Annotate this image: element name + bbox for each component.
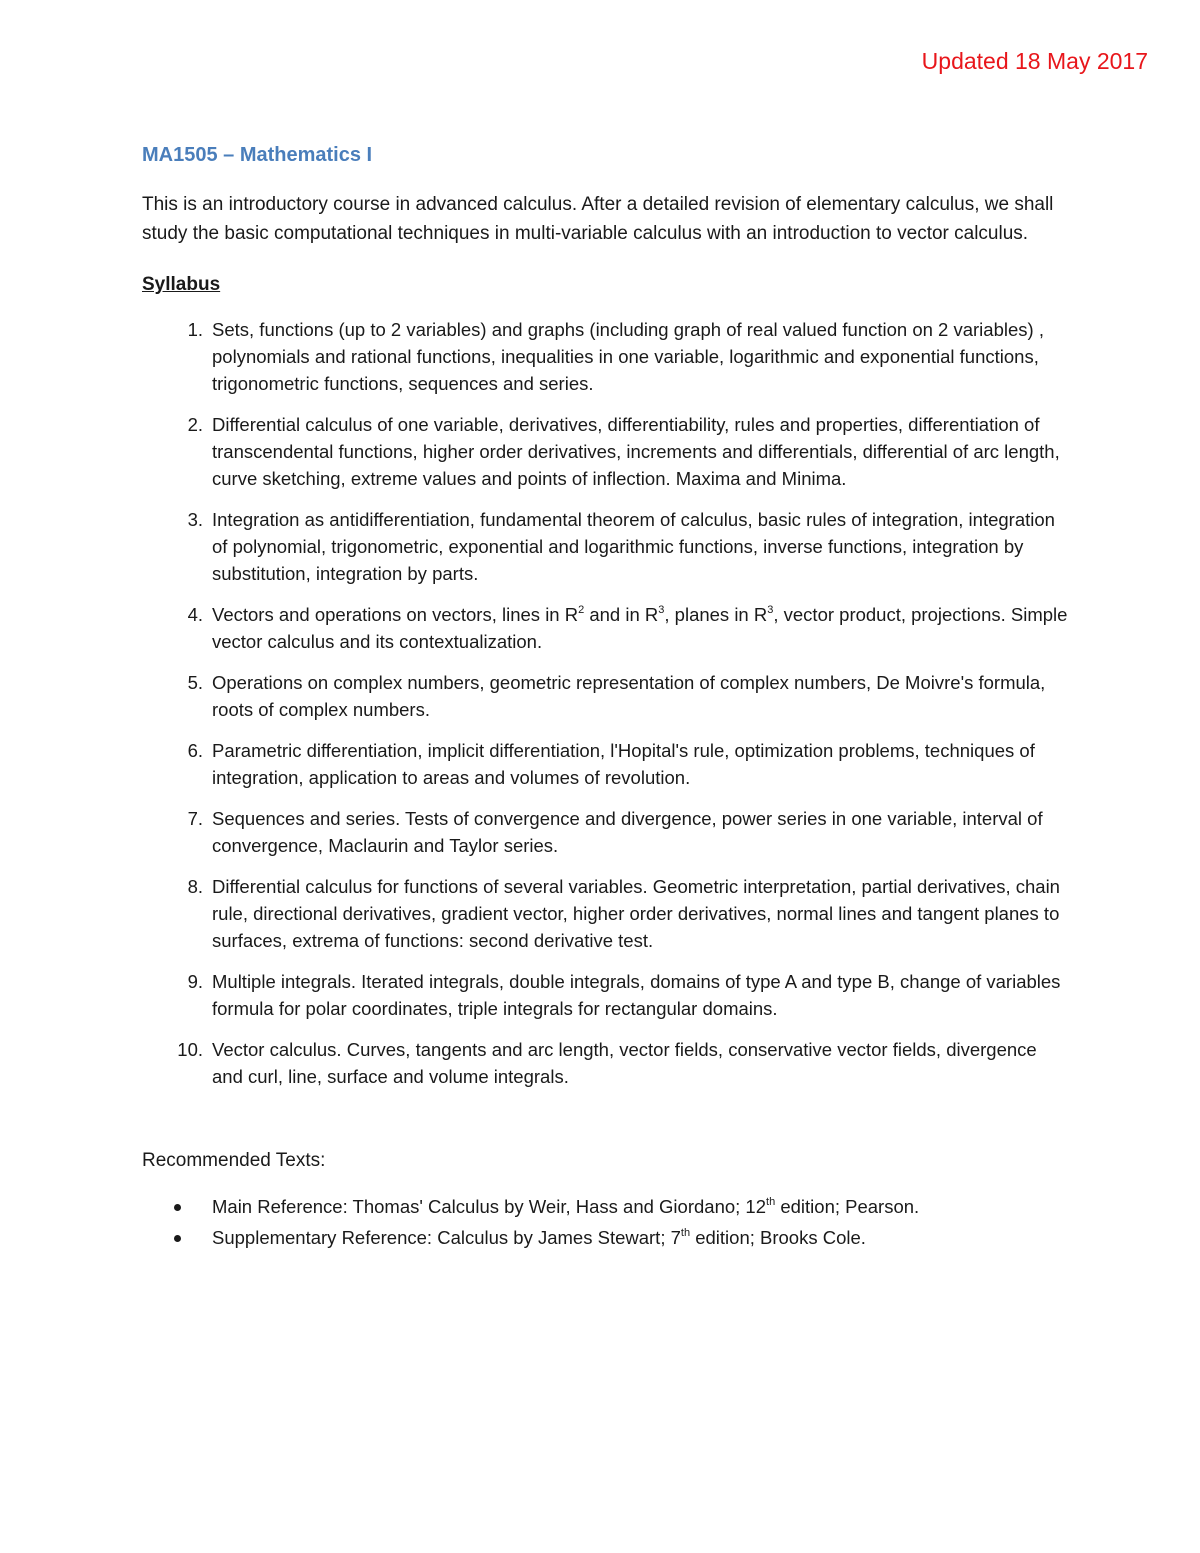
item-number: 10. (177, 1039, 203, 1060)
item-number: 8. (187, 876, 203, 897)
syllabus-item (142, 601, 1072, 655)
superscript: th (766, 1196, 776, 1208)
item-text: Sets, functions (up to 2 variables) and graphs (including graph of real valued function on 2 variables) , polynomials and rational functions, inequalities in one variable, logarithmic and exponential functions, trigonometric functions, sequences and series. (212, 319, 1044, 394)
item-text (212, 604, 1067, 652)
syllabus-heading: Syllabus (142, 274, 221, 295)
syllabus-item (142, 669, 1072, 723)
item-text-part: Vectors and operations on vectors, lines in R (212, 604, 579, 625)
item-number: 2. (187, 414, 203, 435)
syllabus-item (142, 506, 1072, 587)
syllabus-item (142, 1036, 1072, 1090)
reference-list (142, 1193, 1072, 1252)
superscript: th (680, 1227, 691, 1239)
reference-text: edition; Pearson. (775, 1196, 920, 1217)
reference-text: Supplementary Reference: Calculus by James Stewart; 7 (212, 1227, 681, 1248)
course-title: MA1505 – Mathematics I (142, 144, 373, 166)
syllabus-item (142, 411, 1072, 492)
item-number: 6. (187, 740, 203, 761)
item-number: 4. (187, 604, 203, 625)
item-text: Differential calculus of one variable, derivatives, differentiability, rules and properties, differentiation of transcendental functions, higher order derivatives, increments and differentials, differential of arc length, curve sketching, extreme values and points of inflection. Maxima and Minima. (212, 414, 1060, 489)
reference-text: Main Reference: Thomas' Calculus by Weir, Hass and Giordano; 12 (212, 1196, 767, 1217)
bullet-icon (174, 1204, 181, 1211)
item-text: Integration as antidifferentiation, fundamental theorem of calculus, basic rules of integration, integration of polynomial, trigonometric, exponential and logarithmic functions, inverse functions, integration by substitution, integration by parts. (212, 509, 1055, 584)
item-text: Differential calculus for functions of several variables. Geometric interpretation, partial derivatives, chain rule, directional derivatives, gradient vector, higher order derivatives, normal lines and tangent planes to surfaces, extrema of functions: second derivative test. (212, 876, 1060, 951)
document-body (142, 140, 1072, 1255)
syllabus-item (142, 968, 1072, 1022)
item-number: 9. (187, 971, 203, 992)
superscript: 3 (767, 604, 774, 616)
item-text: Vector calculus. Curves, tangents and arc length, vector fields, conservative vector fields, divergence and curl, line, surface and volume integrals. (212, 1039, 1037, 1087)
updated-date: Updated 18 May 2017 (921, 48, 1148, 74)
reference-text: edition; Brooks Cole. (690, 1227, 866, 1248)
bullet-icon (174, 1235, 181, 1242)
superscript: 3 (658, 604, 665, 616)
syllabus-item (142, 805, 1072, 859)
reference-item (142, 1193, 1072, 1221)
item-text: Operations on complex numbers, geometric representation of complex numbers, De Moivre's formula, roots of complex numbers. (212, 672, 1046, 720)
syllabus-list (142, 316, 1072, 1090)
item-number: 3. (187, 509, 203, 530)
item-text: Parametric differentiation, implicit differentiation, l'Hopital's rule, optimization problems, techniques of integration, application to areas and volumes of revolution. (212, 740, 1035, 788)
superscript: 2 (578, 604, 585, 616)
course-intro: This is an introductory course in advanced calculus. After a detailed revision of elementary calculus, we shall study the basic computational techniques in multi-variable calculus with an introduction to vector calculus. (142, 194, 1054, 244)
item-text-part: and in R (584, 604, 659, 625)
item-text-part: , planes in R (664, 604, 768, 625)
item-number: 7. (187, 808, 203, 829)
syllabus-item (142, 873, 1072, 954)
reference-item (142, 1224, 1072, 1252)
item-text-part: , vector product, projections. Simple vector calculus and its contextualization. (212, 604, 1068, 652)
syllabus-item (142, 737, 1072, 791)
item-number: 1. (187, 319, 203, 340)
recommended-texts-heading: Recommended Texts: (142, 1150, 326, 1171)
item-number: 5. (187, 672, 203, 693)
syllabus-item (142, 316, 1072, 397)
item-text: Multiple integrals. Iterated integrals, double integrals, domains of type A and type B, change of variables formula for polar coordinates, triple integrals for rectangular domains. (212, 971, 1061, 1019)
item-text: Sequences and series. Tests of convergence and divergence, power series in one variable, interval of convergence, Maclaurin and Taylor series. (212, 808, 1043, 856)
